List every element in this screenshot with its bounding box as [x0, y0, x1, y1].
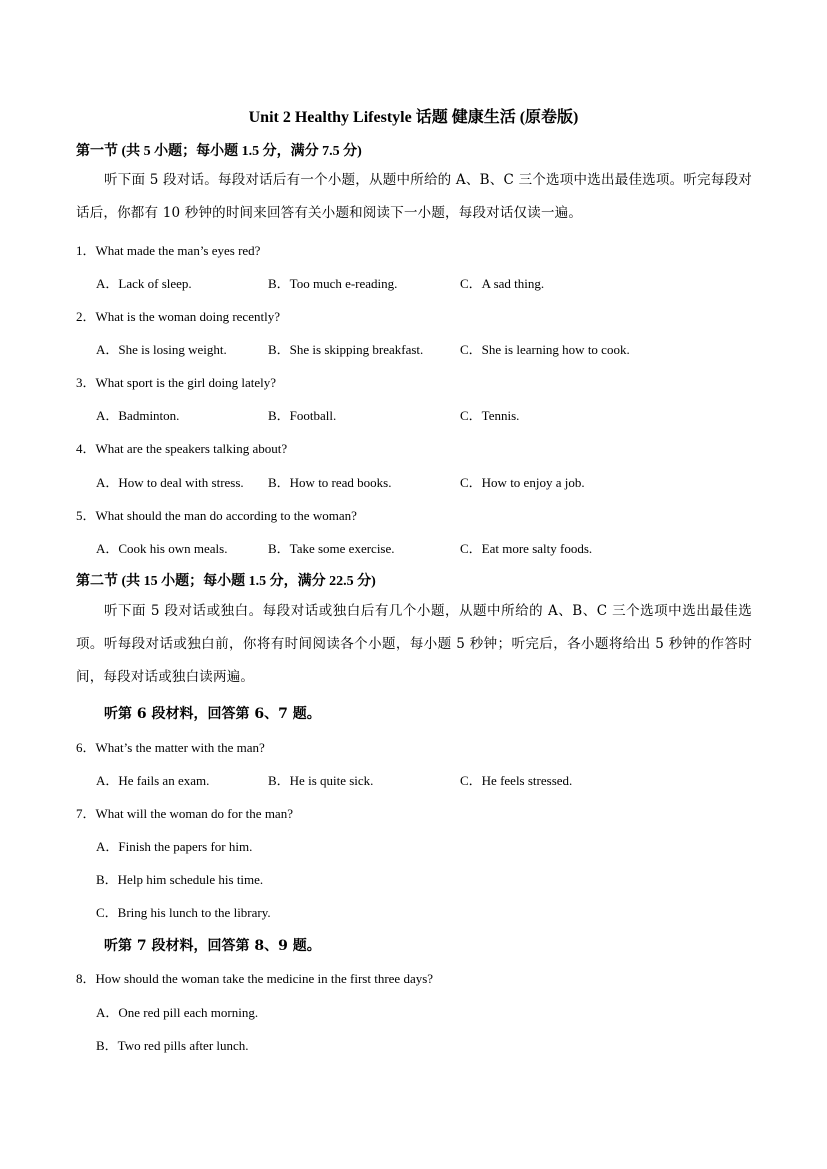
- material-7-heading: 听第 7 段材料，回答第 8、9 题。: [104, 938, 321, 954]
- question-3: 3．What sport is the girl doing lately?: [76, 375, 277, 390]
- q3-option-a: A．Badminton.: [96, 408, 180, 423]
- q1-option-c: C．A sad thing.: [460, 276, 545, 291]
- question-2: 2．What is the woman doing recently?: [76, 309, 280, 324]
- question-7: 7．What will the woman do for the man?: [76, 806, 293, 821]
- q5-option-b: B．Take some exercise.: [268, 541, 395, 556]
- q2-option-b: B．She is skipping breakfast.: [268, 342, 424, 357]
- q4-option-b: B．How to read books.: [268, 475, 392, 490]
- q8-option-b: B．Two red pills after lunch.: [96, 1038, 249, 1053]
- q1-option-b: B．Too much e-reading.: [268, 276, 398, 291]
- q2-option-a: A．She is losing weight.: [96, 342, 227, 357]
- q2-option-c: C．She is learning how to cook.: [460, 342, 630, 357]
- q7-option-b: B．Help him schedule his time.: [96, 872, 264, 887]
- q4-option-a: A．How to deal with stress.: [96, 475, 244, 490]
- q5-option-c: C．Eat more salty foods.: [460, 541, 593, 556]
- question-6: 6．What’s the matter with the man?: [76, 740, 265, 755]
- q7-option-a: A．Finish the papers for him.: [96, 839, 253, 854]
- section-1-instructions: 听下面 5 段对话。每段对话后有一个小题，从题中所给的 A、B、C 三个选项中选出最佳选项。听完每段对话后，你都有 10 秒钟的时间来回答有关小题和阅读下一小题，每段对话仅读一遍。: [76, 172, 752, 221]
- question-4: 4．What are the speakers talking about?: [76, 441, 288, 456]
- q3-option-c: C．Tennis.: [460, 408, 520, 423]
- q4-option-c: C．How to enjoy a job.: [460, 475, 585, 490]
- section-2-instructions: 听下面 5 段对话或独白。每段对话或独白后有几个小题，从题中所给的 A、B、C 三个选项中选出最佳选项。听每段对话或独白前，你将有时间阅读各个小题，每小题 5 秒钟；听完后，各小题将给出 5 秒钟的作答时间，每段对话或独白读两遍。: [76, 603, 752, 685]
- material-6-heading: 听第 6 段材料，回答第 6、7 题。: [104, 706, 321, 722]
- q3-option-b: B．Football.: [268, 408, 337, 423]
- page-title: Unit 2 Healthy Lifestyle 话题 健康生活 (原卷版): [248, 109, 579, 126]
- q8-option-a: A．One red pill each morning.: [96, 1005, 259, 1020]
- question-5: 5．What should the man do according to the woman?: [76, 508, 357, 523]
- question-8: 8．How should the woman take the medicine in the first three days?: [76, 971, 434, 986]
- q6-option-b: B．He is quite sick.: [268, 773, 374, 788]
- q7-option-c: C．Bring his lunch to the library.: [96, 905, 271, 920]
- q6-option-a: A．He fails an exam.: [96, 773, 210, 788]
- q1-option-a: A．Lack of sleep.: [96, 276, 192, 291]
- section-1-heading: 第一节 (共 5 小题；每小题 1.5 分，满分 7.5 分): [76, 144, 362, 159]
- q5-option-a: A．Cook his own meals.: [96, 541, 228, 556]
- q6-option-c: C．He feels stressed.: [460, 773, 573, 788]
- section-2-heading: 第二节 (共 15 小题；每小题 1.5 分，满分 22.5 分): [76, 574, 376, 589]
- question-1: 1．What made the man’s eyes red?: [76, 243, 261, 258]
